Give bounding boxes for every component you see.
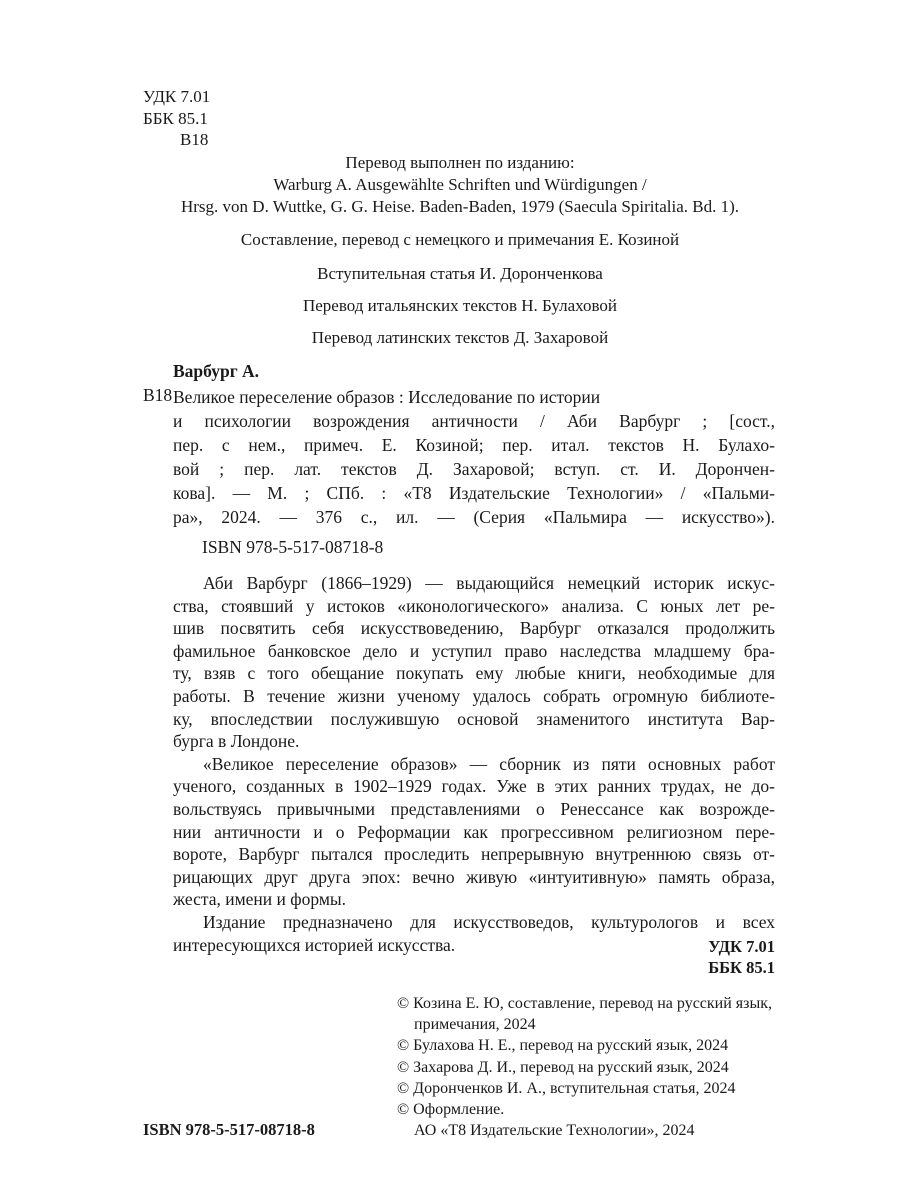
- annotation-line: вороте, Варбург пытался проследить непрерывную внутреннюю связь от-: [173, 844, 775, 865]
- annotation-paragraph: [173, 911, 775, 956]
- bib-line: вой ; пер. лат. текстов Д. Захаровой; вступ. ст. И. Дорончен-: [173, 459, 775, 479]
- source-line: Перевод выполнен по изданию:: [345, 153, 575, 172]
- annotation-line: Издание предназначено для искусствоведов, культурологов и всех: [203, 911, 775, 932]
- footer-bbk: ББК 85.1: [708, 958, 775, 977]
- credit-italian-translation: Перевод итальянских текстов Н. Булаховой: [302, 296, 618, 315]
- annotation-line: рицающих друг друга эпох: вечно живую «интуитивную» память образа,: [173, 866, 775, 887]
- bibliographic-description: [173, 385, 775, 529]
- source-line: Warburg A. Ausgewählte Schriften und Würdigungen /: [273, 175, 647, 194]
- annotation-line: бурга в Лондоне.: [173, 731, 300, 752]
- copyright-line: © Козина Е. Ю, составление, перевод на русский язык,: [397, 995, 772, 1012]
- annotation-line: интересующихся историей искусства.: [173, 934, 456, 955]
- annotation-line: «Великое переселение образов» — сборник из пяти основных работ: [203, 753, 775, 774]
- footer-codes: [708, 936, 775, 978]
- annotation-paragraph: [173, 753, 775, 911]
- annotation-line: ученого, созданных в 1902–1929 годах. Уже в этих ранних трудах, не до-: [173, 776, 775, 797]
- copyright-line: © Доронченков И. А., вступительная статья, 2024: [397, 1079, 736, 1097]
- bib-line: ра», 2024. — 376 с., ил. — (Серия «Пальмира — искусство»).: [173, 507, 775, 527]
- author-mark: В18: [180, 130, 209, 149]
- bib-mark: В18: [143, 385, 173, 405]
- bib-line: Великое переселение образов : Исследование по истории: [173, 387, 601, 407]
- bbk-code: ББК 85.1: [143, 108, 208, 128]
- copyright-line-continuation: АО «Т8 Издательские Технологии», 2024: [414, 1122, 695, 1140]
- bib-author: Варбург А.: [173, 361, 260, 381]
- copyright-line: © Булахова Н. Е., перевод на русский язык, 2024: [397, 1037, 729, 1055]
- bib-line: кова]. — М. ; СПб. : «Т8 Издательские Технологии» / «Пальми-: [173, 483, 775, 503]
- credit-compilation: Составление, перевод с немецкого и примечания Е. Козиной: [240, 230, 680, 249]
- annotation-line: ства, стоявший у истоков «иконологического» анализа. С юных лет ре-: [173, 595, 775, 616]
- annotation-line: жеста, имени и формы.: [173, 889, 347, 910]
- classification-codes: [143, 86, 210, 151]
- annotation-line: шив посвятить себя искусствоведению, Варбург отказался продолжить: [173, 618, 775, 639]
- annotation: [173, 572, 775, 956]
- annotation-line: фамильное банковское дело и уступил право наследства младшему бра-: [173, 640, 775, 661]
- annotation-line: ту, взяв с того обещание покупать ему любые книги, необходимые для: [173, 663, 775, 684]
- bib-line: пер. с нем., примеч. Е. Козиной; пер. итал. текстов Н. Булахо-: [173, 435, 775, 455]
- bib-line: и психологии возрождения античности / Аби Варбург ; [сост.,: [173, 411, 775, 431]
- annotation-line: нии античности и о Реформации как прогрессивном религиозном пере-: [173, 821, 775, 842]
- copyright-line-continuation: примечания, 2024: [414, 1016, 536, 1034]
- footer-udk: УДК 7.01: [708, 937, 775, 956]
- credit-introduction: Вступительная статья И. Доронченкова: [317, 264, 603, 283]
- footer-isbn: ISBN 978-5-517-08718-8: [143, 1120, 315, 1139]
- annotation-paragraph: [173, 572, 775, 753]
- annotation-line: Аби Варбург (1866–1929) — выдающийся немецкий историк искус-: [203, 573, 775, 593]
- copyright-line: © Оформление.: [397, 1101, 505, 1119]
- annotation-line: работы. В течение жизни ученому удалось собрать огромную библиоте-: [173, 685, 775, 706]
- credit-latin-translation: Перевод латинских текстов Д. Захаровой: [311, 328, 609, 347]
- annotation-line: вольствуясь привычными представлениями о Ренессансе как возрожде-: [173, 798, 775, 819]
- bib-isbn: ISBN 978-5-517-08718-8: [202, 537, 384, 557]
- annotation-line: ку, впоследствии послужившую основой знаменитого института Вар-: [173, 708, 775, 729]
- translation-source: [130, 152, 790, 218]
- copyright-notices: [397, 993, 772, 1141]
- copyright-line: © Захарова Д. И., перевод на русский язык, 2024: [397, 1058, 729, 1076]
- udk-code: УДК 7.01: [143, 87, 211, 106]
- source-line: Hrsg. von D. Wuttke, G. G. Heise. Baden-Baden, 1979 (Saecula Spiritalia. Bd. 1).: [180, 197, 739, 216]
